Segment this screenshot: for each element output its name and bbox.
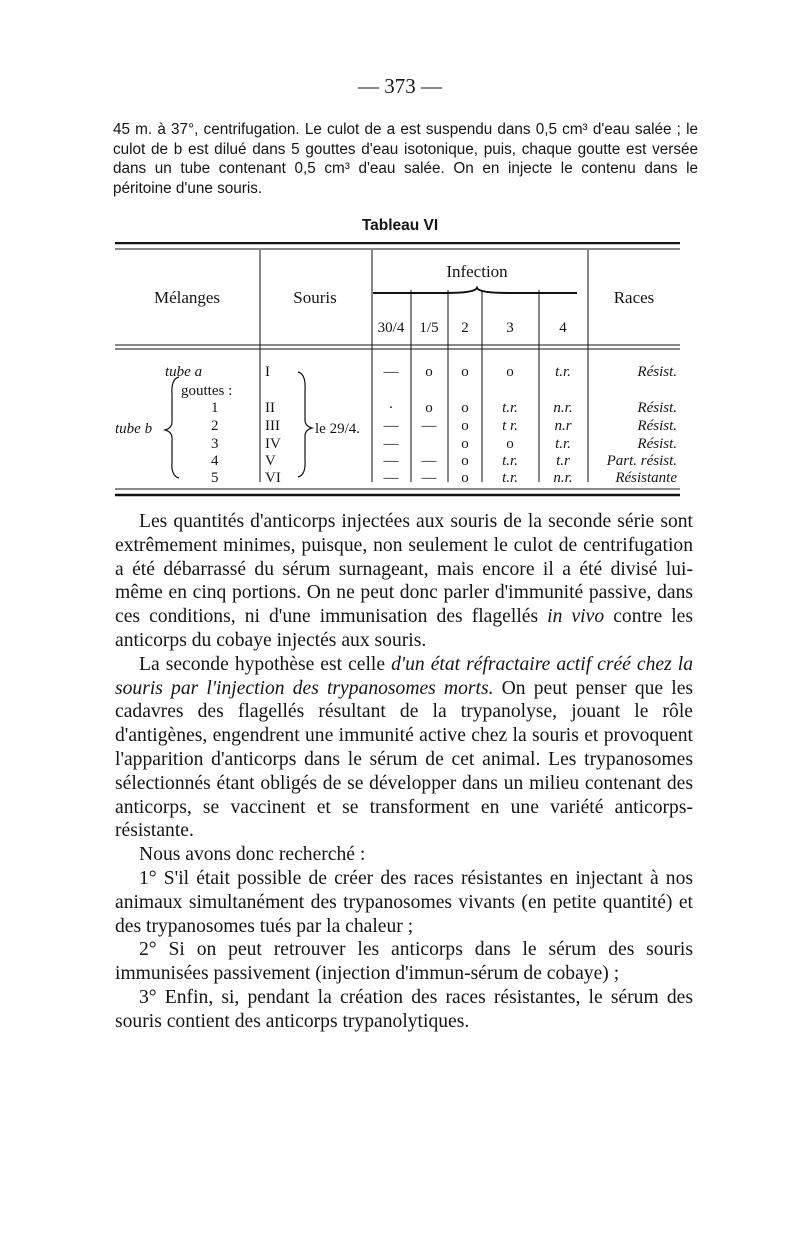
header-day: 4 — [559, 320, 567, 336]
svg-text:—: — — [383, 364, 399, 380]
header-day: 3 — [506, 320, 514, 336]
intro-paragraph: 45 m. à 37°, centrifugation. Le culot de a est suspendu dans 0,5 cm³ d'eau salée ; le culot de b est dilué dans 5 gouttes d'eau isotonique, puis, chaque goutte est versée dans un tube contenant 0,5 cm³ d'eau salée. On en injecte le contenu dans le péritoine d'une souris. — [113, 121, 698, 197]
svg-text:3: 3 — [211, 436, 219, 452]
header-day: 1/5 — [419, 320, 439, 336]
svg-text:t.r.: t.r. — [555, 436, 571, 452]
svg-text:1: 1 — [211, 400, 219, 416]
svg-text:t.r.: t.r. — [502, 400, 518, 416]
svg-text:III: III — [265, 418, 280, 434]
svg-text:IV: IV — [265, 436, 281, 452]
header-races: Races — [613, 288, 655, 307]
svg-text:II: II — [265, 400, 275, 416]
header-day: 2 — [461, 320, 469, 336]
header-infection: Infection — [446, 262, 508, 281]
body-text — [115, 510, 693, 1034]
svg-text:—: — — [383, 436, 399, 452]
svg-text:t r.: t r. — [502, 418, 518, 434]
paragraph: La seconde hypothèse est celle d'un état réfractaire actif créé chez la souris par l'injection des trypanosomes morts. On peut penser que les cadavres des flagellés résultant de la trypanolyse, jouant le rôle d'antigènes, engendrent une immunité active chez la souris et provoquent l'apparition d'anticorps dans le sérum de cet animal. Les trypanosomes sélectionnés étant obligés de se développer dans un milieu contenant des anticorps, se vaccinent et se transforment en une variété anticorps-résistante. — [115, 653, 694, 842]
svg-text:n.r.: n.r. — [553, 470, 573, 486]
svg-text:Résist.: Résist. — [637, 364, 677, 380]
table-row — [265, 364, 677, 380]
results-table — [115, 242, 680, 497]
svg-text:Résist.: Résist. — [637, 400, 677, 416]
table-title: Tableau VI — [361, 217, 439, 234]
svg-text:I: I — [265, 364, 270, 380]
header-souris: Souris — [293, 288, 337, 307]
svg-text:o: o — [461, 436, 469, 452]
table-row — [211, 453, 677, 469]
header-day: 30/4 — [377, 320, 405, 336]
svg-text:Part. résist.: Part. résist. — [606, 453, 677, 469]
svg-text:·: · — [388, 400, 394, 416]
svg-text:o: o — [506, 364, 514, 380]
paragraph: 1° S'il était possible de créer des races résistantes en injectant à nos animaux simultanément des trypanosomes vivants (en petite quantité) et des trypanosomes tués par la chaleur ; — [115, 867, 693, 937]
svg-text:o: o — [506, 436, 514, 452]
svg-text:o: o — [461, 453, 469, 469]
header-melanges: Mélanges — [153, 288, 221, 307]
paragraph: 2° Si on peut retrouver les anticorps dans le sérum des souris immunisées passivement (injection d'immun-sérum de cobaye) ; — [115, 939, 693, 985]
svg-text:—: — — [383, 418, 399, 434]
svg-text:t.r.: t.r. — [555, 364, 571, 380]
page-number: — 373 — — [358, 74, 442, 98]
paragraph: 3° Enfin, si, pendant la création des races résistantes, le sérum des souris contient des anticorps trypanolytiques. — [115, 986, 693, 1032]
svg-text:V: V — [265, 453, 276, 469]
svg-text:t.r.: t.r. — [502, 470, 518, 486]
svg-text:t.r.: t.r. — [502, 453, 518, 469]
table-row — [211, 400, 677, 416]
svg-text:Résist.: Résist. — [637, 418, 677, 434]
gouttes-label: gouttes : — [181, 383, 233, 399]
svg-text:o: o — [425, 400, 433, 416]
tube-b-label: tube b — [115, 421, 153, 437]
svg-text:n.r.: n.r. — [553, 400, 573, 416]
table-row — [211, 418, 677, 434]
svg-text:2: 2 — [211, 418, 219, 434]
svg-text:—: — — [421, 470, 437, 486]
date-label: le 29/4. — [315, 421, 360, 437]
tube-a-label: tube a — [165, 364, 203, 380]
table-grid — [115, 242, 680, 497]
paragraph: Les quantités d'anticorps injectées aux souris de la seconde série sont extrêmement minimes, puisque, non seulement le culot de centrifugation a été débarrassé du sérum surnageant, mais encore il a été divisé lui-même en cinq portions. On ne peut donc parler d'immunité passive, dans ces conditions, ni d'une immunisation des flagellés in vivo contre les anticorps du cobaye injectés aux souris. — [115, 511, 693, 651]
svg-text:VI: VI — [265, 470, 281, 486]
svg-text:—: — — [421, 453, 437, 469]
svg-text:4: 4 — [211, 453, 219, 469]
svg-text:o: o — [461, 364, 469, 380]
paragraph: Nous avons donc recherché : — [139, 844, 366, 866]
svg-text:Résist.: Résist. — [637, 436, 677, 452]
svg-text:t.r: t.r — [556, 453, 570, 469]
svg-text:5: 5 — [211, 470, 219, 486]
table-row — [211, 470, 677, 486]
svg-text:o: o — [461, 418, 469, 434]
svg-text:Résistante: Résistante — [615, 470, 677, 486]
svg-text:o: o — [461, 400, 469, 416]
svg-text:—: — — [421, 418, 437, 434]
table-row — [211, 436, 677, 452]
svg-text:—: — — [383, 470, 399, 486]
svg-text:o: o — [425, 364, 433, 380]
svg-text:n.r: n.r — [554, 418, 572, 434]
svg-text:—: — — [383, 453, 399, 469]
svg-text:o: o — [461, 470, 469, 486]
